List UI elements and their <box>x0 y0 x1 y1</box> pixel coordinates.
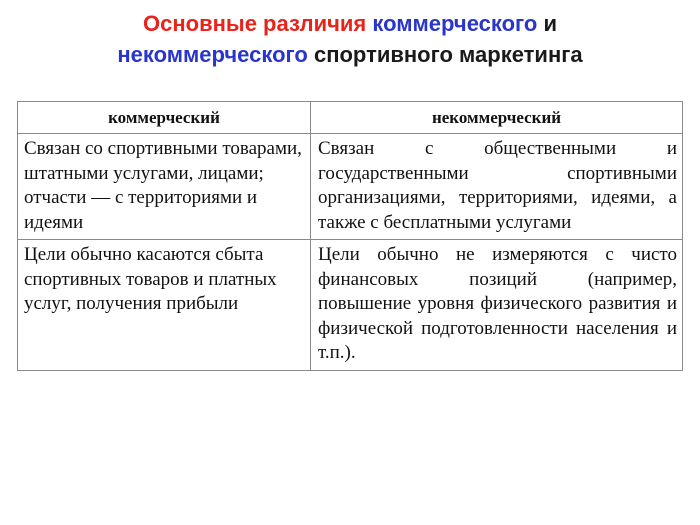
title-text-and: и <box>537 11 557 36</box>
title-text-commercial: коммерческого <box>372 11 538 36</box>
title-text-main: Основные различия <box>143 11 373 36</box>
table-row <box>18 240 683 371</box>
cell-noncommercial-scope: Связан с общественными и государственными спортивными организациями, территориями, идеями, а также с бесплатными услугами <box>311 134 683 240</box>
cell-noncommercial-goals: Цели обычно не измеряются с чисто финансовых позиций (например, повышение уровня физического развития и физической подготовленности населения и т.п.). <box>311 240 683 371</box>
header-noncommercial: некоммерческий <box>311 102 683 134</box>
title-text-sport-marketing: спортивного маркетинга <box>307 42 583 67</box>
title-line-1 <box>0 8 700 39</box>
cell-commercial-goals: Цели обычно касаются сбыта спортивных товаров и платных услуг, получения прибыли <box>18 240 311 371</box>
cell-commercial-scope: Связан со спортивными товарами, штатными услугами, лицами; отчасти — с территориями и идеями <box>18 134 311 240</box>
slide-title <box>0 8 700 70</box>
header-commercial: коммерческий <box>18 102 311 134</box>
table-row <box>18 134 683 240</box>
table-header-row <box>18 102 683 134</box>
title-line-2 <box>0 39 700 70</box>
comparison-table <box>17 101 683 371</box>
title-text-noncommercial: некоммерческого <box>117 42 308 67</box>
